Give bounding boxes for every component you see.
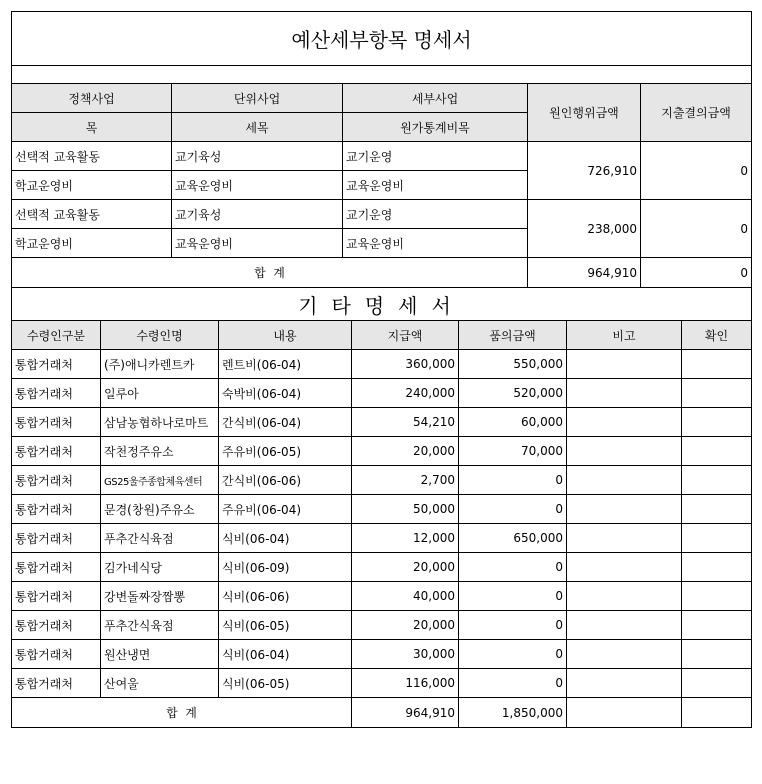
other-detail-table <box>11 287 752 728</box>
detail-project-cell: 교기운영 <box>343 200 528 229</box>
note-cell <box>567 437 682 466</box>
other-total-approved: 1,850,000 <box>459 698 567 728</box>
other-section-title: 기타명세서 <box>12 288 752 321</box>
item-cell: 학교운영비 <box>12 171 172 200</box>
recipient-name-cell: (주)애니카렌트카 <box>101 350 219 379</box>
header-confirm: 확인 <box>682 321 752 350</box>
table-row <box>12 408 752 437</box>
budget-header-row-1 <box>12 84 752 113</box>
table-row <box>12 437 752 466</box>
other-total-paid: 964,910 <box>352 698 459 728</box>
recipient-type-cell: 통합거래처 <box>12 582 101 611</box>
recipient-type-cell: 통합거래처 <box>12 379 101 408</box>
paid-amount-cell: 12,000 <box>352 524 459 553</box>
policy-project-cell: 선택적 교육활동 <box>12 142 172 171</box>
table-row <box>12 611 752 640</box>
confirm-cell <box>682 466 752 495</box>
table-row <box>12 350 752 379</box>
budget-detail-table <box>11 11 752 288</box>
confirm-cell <box>682 408 752 437</box>
confirm-cell <box>682 611 752 640</box>
spacer-cell <box>12 66 752 84</box>
recipient-name-cell: 산여울 <box>101 669 219 698</box>
approved-amount-cell: 0 <box>459 495 567 524</box>
content-cell: 간식비(06-06) <box>219 466 352 495</box>
recipient-name-cell: 푸추간식육점 <box>101 524 219 553</box>
sub-item-cell: 교육운영비 <box>172 229 343 258</box>
request-amount-cell: 726,910 <box>528 142 641 200</box>
other-header-row <box>12 321 752 350</box>
recipient-type-cell: 통합거래처 <box>12 466 101 495</box>
recipient-type-cell: 통합거래처 <box>12 408 101 437</box>
paid-amount-cell: 54,210 <box>352 408 459 437</box>
header-note: 비고 <box>567 321 682 350</box>
budget-total-label: 합 계 <box>12 258 528 288</box>
budget-total-expense: 0 <box>641 258 752 288</box>
content-cell: 주유비(06-04) <box>219 495 352 524</box>
recipient-name-cell: 푸추간식육점 <box>101 611 219 640</box>
budget-total-row <box>12 258 752 288</box>
header-content: 내용 <box>219 321 352 350</box>
note-cell <box>567 582 682 611</box>
note-cell <box>567 408 682 437</box>
header-request-amount: 원인행위금액 <box>528 84 641 142</box>
paid-amount-cell: 50,000 <box>352 495 459 524</box>
approved-amount-cell: 0 <box>459 611 567 640</box>
content-cell: 렌트비(06-04) <box>219 350 352 379</box>
other-total-confirm <box>682 698 752 728</box>
note-cell <box>567 350 682 379</box>
budget-group-2-row-1 <box>12 200 752 229</box>
unit-project-cell: 교기육성 <box>172 200 343 229</box>
approved-amount-cell: 0 <box>459 466 567 495</box>
header-cost-item: 원가통계비목 <box>343 113 528 142</box>
paid-amount-cell: 20,000 <box>352 437 459 466</box>
other-total-label: 합 계 <box>12 698 352 728</box>
approved-amount-cell: 70,000 <box>459 437 567 466</box>
paid-amount-cell: 20,000 <box>352 611 459 640</box>
recipient-name-cell: 일루아 <box>101 379 219 408</box>
confirm-cell <box>682 524 752 553</box>
paid-amount-cell: 360,000 <box>352 350 459 379</box>
header-sub-item: 세목 <box>172 113 343 142</box>
confirm-cell <box>682 669 752 698</box>
confirm-cell <box>682 437 752 466</box>
recipient-name-cell: 김가네식당 <box>101 553 219 582</box>
approved-amount-cell: 650,000 <box>459 524 567 553</box>
recipient-name-cell: 문경(창원)주유소 <box>101 495 219 524</box>
spacer-row <box>12 66 752 84</box>
approved-amount-cell: 0 <box>459 640 567 669</box>
header-policy-project: 정책사업 <box>12 84 172 113</box>
approved-amount-cell: 0 <box>459 582 567 611</box>
paid-amount-cell: 30,000 <box>352 640 459 669</box>
detail-project-cell: 교기운영 <box>343 142 528 171</box>
confirm-cell <box>682 379 752 408</box>
note-cell <box>567 524 682 553</box>
approved-amount-cell: 520,000 <box>459 379 567 408</box>
confirm-cell <box>682 553 752 582</box>
recipient-name-cell: GS25울주종합체육센터 <box>101 466 219 495</box>
cost-item-cell: 교육운영비 <box>343 171 528 200</box>
header-recipient-name: 수령인명 <box>101 321 219 350</box>
recipient-type-cell: 통합거래처 <box>12 524 101 553</box>
paid-amount-cell: 2,700 <box>352 466 459 495</box>
content-cell: 식비(06-05) <box>219 669 352 698</box>
content-cell: 식비(06-05) <box>219 611 352 640</box>
table-row <box>12 524 752 553</box>
request-amount-cell: 238,000 <box>528 200 641 258</box>
other-total-note <box>567 698 682 728</box>
header-expense-amount: 지출결의금액 <box>641 84 752 142</box>
recipient-type-cell: 통합거래처 <box>12 350 101 379</box>
other-total-row <box>12 698 752 728</box>
recipient-name-cell: 원산냉면 <box>101 640 219 669</box>
budget-total-request: 964,910 <box>528 258 641 288</box>
expense-amount-cell: 0 <box>641 200 752 258</box>
paid-amount-cell: 40,000 <box>352 582 459 611</box>
budget-group-1-row-1 <box>12 142 752 171</box>
header-recipient-type: 수령인구분 <box>12 321 101 350</box>
item-cell: 학교운영비 <box>12 229 172 258</box>
table-row <box>12 553 752 582</box>
table-row <box>12 640 752 669</box>
paid-amount-cell: 240,000 <box>352 379 459 408</box>
confirm-cell <box>682 640 752 669</box>
policy-project-cell: 선택적 교육활동 <box>12 200 172 229</box>
recipient-type-cell: 통합거래처 <box>12 611 101 640</box>
approved-amount-cell: 60,000 <box>459 408 567 437</box>
unit-project-cell: 교기육성 <box>172 142 343 171</box>
sub-item-cell: 교육운영비 <box>172 171 343 200</box>
recipient-type-cell: 통합거래처 <box>12 437 101 466</box>
confirm-cell <box>682 350 752 379</box>
content-cell: 식비(06-06) <box>219 582 352 611</box>
content-cell: 간식비(06-04) <box>219 408 352 437</box>
other-title-row <box>12 288 752 321</box>
content-cell: 식비(06-04) <box>219 640 352 669</box>
recipient-type-cell: 통합거래처 <box>12 640 101 669</box>
confirm-cell <box>682 495 752 524</box>
confirm-cell <box>682 582 752 611</box>
paid-amount-cell: 116,000 <box>352 669 459 698</box>
approved-amount-cell: 0 <box>459 669 567 698</box>
header-paid-amount: 지급액 <box>352 321 459 350</box>
other-body <box>12 350 752 698</box>
cost-item-cell: 교육운영비 <box>343 229 528 258</box>
title-row <box>12 12 752 66</box>
header-detail-project: 세부사업 <box>343 84 528 113</box>
table-row <box>12 582 752 611</box>
content-cell: 식비(06-04) <box>219 524 352 553</box>
table-row <box>12 379 752 408</box>
recipient-type-cell: 통합거래처 <box>12 553 101 582</box>
note-cell <box>567 553 682 582</box>
approved-amount-cell: 0 <box>459 553 567 582</box>
budget-detail-sheet <box>11 11 751 728</box>
content-cell: 숙박비(06-04) <box>219 379 352 408</box>
table-row <box>12 669 752 698</box>
approved-amount-cell: 550,000 <box>459 350 567 379</box>
note-cell <box>567 611 682 640</box>
note-cell <box>567 495 682 524</box>
recipient-name-cell: 삼남농협하나로마트 <box>101 408 219 437</box>
content-cell: 식비(06-09) <box>219 553 352 582</box>
content-cell: 주유비(06-05) <box>219 437 352 466</box>
table-row <box>12 466 752 495</box>
note-cell <box>567 379 682 408</box>
recipient-type-cell: 통합거래처 <box>12 669 101 698</box>
note-cell <box>567 640 682 669</box>
page-title: 예산세부항목 명세서 <box>12 12 752 66</box>
table-row <box>12 495 752 524</box>
note-cell <box>567 466 682 495</box>
recipient-name-cell: 강변돌짜장짬뽕 <box>101 582 219 611</box>
note-cell <box>567 669 682 698</box>
recipient-name-cell: 작천정주유소 <box>101 437 219 466</box>
expense-amount-cell: 0 <box>641 142 752 200</box>
recipient-type-cell: 통합거래처 <box>12 495 101 524</box>
paid-amount-cell: 20,000 <box>352 553 459 582</box>
header-item: 목 <box>12 113 172 142</box>
header-unit-project: 단위사업 <box>172 84 343 113</box>
header-approved-amount: 품의금액 <box>459 321 567 350</box>
